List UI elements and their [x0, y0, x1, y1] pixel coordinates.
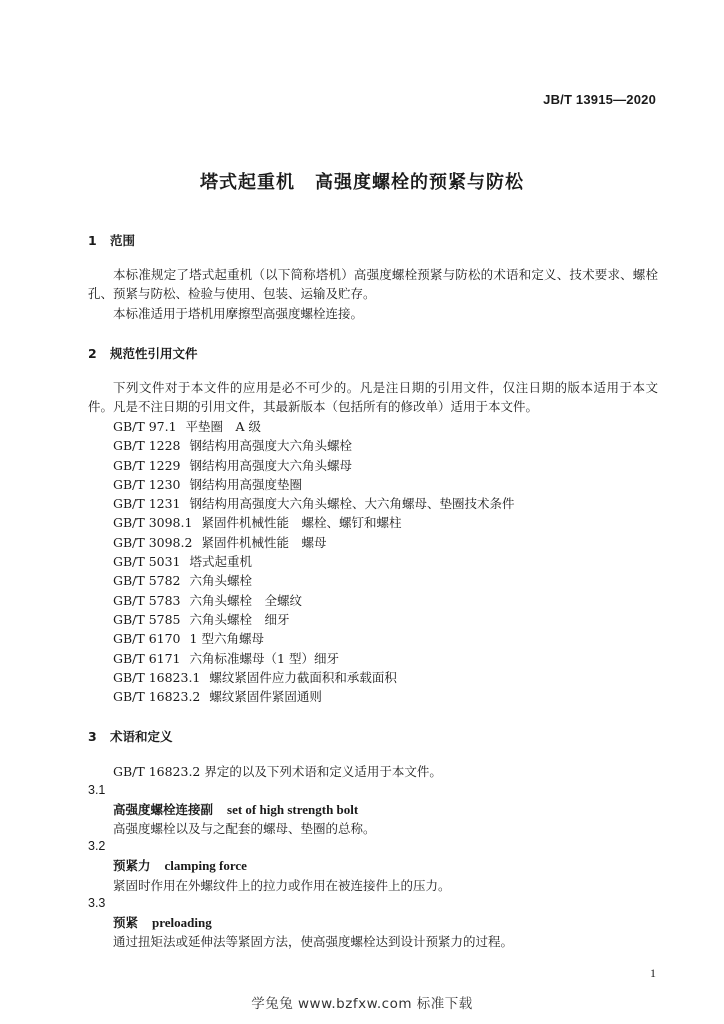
term-number: 3.2 — [88, 839, 106, 853]
reference-item: GB/T 5782 六角头螺栓 — [113, 573, 253, 589]
section-1-paragraph-1: 本标准规定了塔式起重机（以下简称塔机）高强度螺栓预紧与防松的术语和定义、技术要求、螺栓孔、预紧与防松、检验与使用、包装、运输及贮存。 — [88, 267, 658, 301]
section-1-paragraph-2: 本标准适用于塔机用摩擦型高强度螺栓连接。 — [113, 306, 364, 321]
reference-item: GB/T 1229 钢结构用高强度大六角头螺母 — [113, 457, 353, 473]
reference-item: GB/T 6170 1 型六角螺母 — [113, 631, 264, 647]
reference-item: GB/T 5031 塔式起重机 — [113, 554, 253, 570]
normative-references-list — [113, 417, 515, 706]
term-definition: 通过扭矩法或延伸法等紧固方法，使高强度螺栓达到设计预紧力的过程。 — [113, 934, 514, 949]
term-number: 3.3 — [88, 896, 106, 910]
section-2-heading: 2 规范性引用文件 — [88, 346, 198, 361]
reference-item: GB/T 16823.2 螺纹紧固件紧固通则 — [113, 689, 322, 705]
title-part-2: 高强度螺栓的预紧与防松 — [315, 172, 524, 193]
standard-number: JB/T 13915—2020 — [543, 92, 656, 107]
reference-item: GB/T 1228 钢结构用高强度大六角头螺栓 — [113, 438, 353, 454]
reference-item: GB/T 6171 六角标准螺母（1 型）细牙 — [113, 650, 339, 666]
term-definition: 高强度螺栓以及与之配套的螺母、垫圈的总称。 — [113, 821, 376, 836]
title-part-1: 塔式起重机 — [200, 172, 295, 193]
document-title — [0, 168, 724, 194]
page-number: 1 — [650, 966, 656, 980]
reference-item: GB/T 1230 钢结构用高强度垫圈 — [113, 476, 303, 492]
reference-item: GB/T 5783 六角头螺栓 全螺纹 — [113, 592, 303, 608]
reference-item: GB/T 97.1 平垫圈 A 级 — [113, 419, 262, 434]
term-name: 预紧力 clamping force — [113, 858, 247, 873]
section-1-heading: 1 范围 — [88, 233, 136, 248]
reference-item: GB/T 5785 六角头螺栓 细牙 — [113, 611, 290, 627]
reference-item: GB/T 1231 钢结构用高强度大六角头螺栓、大六角螺母、垫圈技术条件 — [113, 496, 515, 512]
reference-item: GB/T 3098.1 紧固件机械性能 螺栓、螺钉和螺柱 — [113, 515, 402, 531]
reference-item: GB/T 3098.2 紧固件机械性能 螺母 — [113, 534, 327, 550]
reference-item: GB/T 16823.1 螺纹紧固件应力截面积和承载面积 — [113, 669, 397, 685]
section-3-intro: GB/T 16823.2 界定的以及下列术语和定义适用于本文件。 — [113, 764, 442, 779]
site-watermark: 学兔兔 www.bzfxw.com 标准下载 — [251, 996, 473, 1012]
term-definition: 紧固时作用在外螺纹件上的拉力或作用在被连接件上的压力。 — [113, 878, 451, 893]
term-number: 3.1 — [88, 783, 106, 797]
term-name: 预紧 preloading — [113, 915, 212, 930]
term-name: 高强度螺栓连接副 set of high strength bolt — [113, 802, 359, 817]
section-3-heading: 3 术语和定义 — [88, 729, 173, 744]
section-2-intro: 下列文件对于本文件的应用是必不可少的。凡是注日期的引用文件，仅注日期的版本适用于本文件。凡是不注日期的引用文件，其最新版本（包括所有的修改单）适用于本文件。 — [88, 380, 658, 414]
